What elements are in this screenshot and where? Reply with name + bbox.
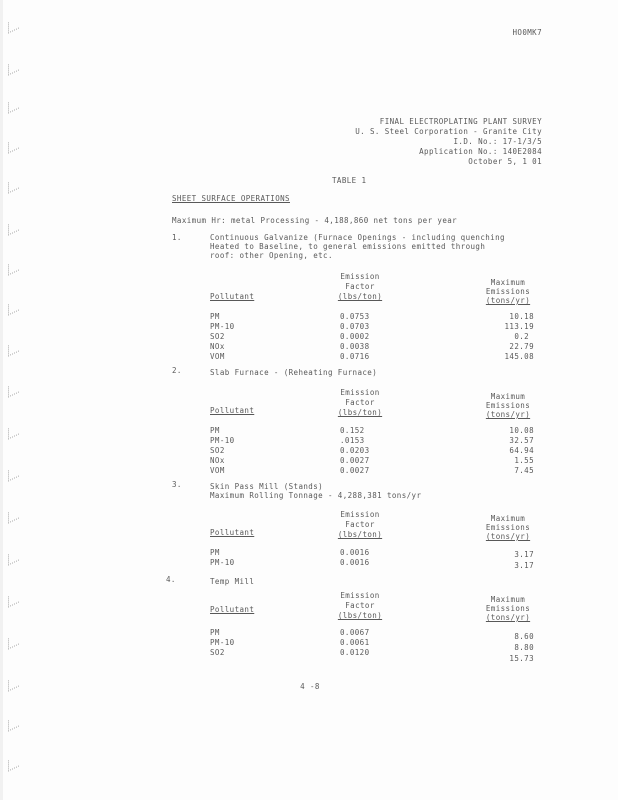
- column-header: Factor: [345, 398, 375, 407]
- section-number: 1.: [172, 233, 182, 242]
- section-desc: Temp Mill: [210, 577, 255, 586]
- column-header: Emission: [340, 388, 380, 397]
- emission-factor: 0.0067: [340, 628, 370, 637]
- pollutant: SO2: [210, 446, 225, 455]
- max-emissions: 113.19: [504, 322, 534, 331]
- pollutant: PM-10: [210, 558, 235, 567]
- max-emissions: 8.80: [514, 643, 534, 652]
- pollutant: SO2: [210, 648, 225, 657]
- margin-mark: [8, 591, 19, 607]
- section-desc: Heated to Baseline, to general emissions emitted through: [210, 242, 486, 251]
- emission-factor: 0.0716: [340, 352, 370, 361]
- margin-mark: [8, 137, 19, 153]
- column-header: Emission: [340, 510, 380, 519]
- emission-factor: 0.152: [340, 426, 365, 435]
- emission-factor: 0.0002: [340, 332, 370, 341]
- max-emissions: 10.18: [509, 312, 534, 321]
- pollutant: PM: [210, 628, 220, 637]
- emission-factor: 0.0027: [340, 466, 370, 475]
- header-line: Application No.: 140E2084: [419, 147, 542, 156]
- column-header: Maximum: [490, 514, 526, 523]
- max-emissions: 1.55: [514, 456, 534, 465]
- max-emissions: 7.45: [514, 466, 534, 475]
- column-header: (tons/yr): [485, 410, 531, 419]
- column-header: Maximum: [490, 278, 526, 287]
- margin-mark: [8, 340, 19, 356]
- margin-mark: [8, 507, 19, 523]
- max-emissions: 0.2: [514, 332, 534, 341]
- max-emissions: 145.08: [504, 352, 534, 361]
- margin-mark: [8, 549, 19, 565]
- emission-factor: 0.0016: [340, 548, 370, 557]
- column-header: Maximum: [490, 595, 526, 604]
- max-emissions: 3.17: [514, 561, 534, 570]
- column-header: Maximum: [490, 392, 526, 401]
- column-header: Factor: [345, 282, 375, 291]
- section-title: SHEET SURFACE OPERATIONS: [172, 194, 290, 203]
- column-header: (tons/yr): [485, 532, 531, 541]
- column-header: Pollutant: [210, 605, 255, 614]
- pollutant: VOM: [210, 352, 225, 361]
- emission-factor: 0.0061: [340, 638, 370, 647]
- document-code: HO0MK7: [512, 28, 542, 37]
- margin-mark: [8, 259, 19, 275]
- section-desc: Maximum Rolling Tonnage - 4,288,381 tons/yr: [210, 491, 422, 500]
- section-number: 2.: [172, 366, 182, 375]
- left-scan-edge: [0, 0, 3, 800]
- margin-mark: [8, 423, 19, 439]
- column-header: Pollutant: [210, 406, 255, 415]
- margin-mark: [8, 17, 19, 33]
- max-emissions: 15.73: [509, 654, 534, 663]
- margin-mark: [8, 715, 19, 731]
- header-line: U. S. Steel Corporation - Granite City: [355, 127, 542, 136]
- column-header: Emissions: [485, 604, 531, 613]
- emission-factor: 0.0027: [340, 456, 370, 465]
- pollutant: PM-10: [210, 638, 235, 647]
- margin-mark: [8, 675, 19, 691]
- margin-mark: [8, 633, 19, 649]
- margin-mark: [8, 219, 19, 235]
- margin-mark: [8, 97, 19, 113]
- page-number: 4 -8: [300, 682, 320, 691]
- pollutant: PM: [210, 426, 220, 435]
- pollutant: NOx: [210, 342, 225, 351]
- section-desc: Continuous Galvanize (Furnace Openings - including quenching: [210, 233, 505, 242]
- margin-mark: [8, 381, 19, 397]
- column-header: Emission: [340, 272, 380, 281]
- section-desc: roof: other Opening, etc.: [210, 251, 333, 260]
- max-emissions: 10.08: [509, 426, 534, 435]
- column-header: Emissions: [485, 401, 531, 410]
- pollutant: PM-10: [210, 436, 235, 445]
- column-header: (lbs/ton): [337, 292, 383, 301]
- column-header: (tons/yr): [485, 296, 531, 305]
- margin-mark: [8, 465, 19, 481]
- max-emissions: 3.17: [514, 550, 534, 559]
- pollutant: VOM: [210, 466, 225, 475]
- column-header: Emissions: [485, 287, 531, 296]
- pollutant: NOx: [210, 456, 225, 465]
- column-header: Emissions: [485, 523, 531, 532]
- column-header: Pollutant: [210, 528, 255, 537]
- emission-factor: 0.0038: [340, 342, 370, 351]
- section-desc: Slab Furnace - (Reheating Furnace): [210, 368, 378, 377]
- max-emissions: 22.79: [509, 342, 534, 351]
- pollutant: PM: [210, 548, 220, 557]
- emission-factor: 0.0016: [340, 558, 370, 567]
- header-line: October 5, 1 01: [468, 157, 542, 166]
- emission-factor: .0153: [340, 436, 365, 445]
- max-processing-line: Maximum Hr: metal Processing - 4,188,860 net tons per year: [172, 216, 458, 225]
- column-header: Factor: [345, 601, 375, 610]
- margin-mark: [8, 755, 19, 771]
- emission-factor: 0.0203: [340, 446, 370, 455]
- margin-mark: [8, 177, 19, 193]
- column-header: Factor: [345, 520, 375, 529]
- column-header: (tons/yr): [485, 613, 531, 622]
- header-line: FINAL ELECTROPLATING PLANT SURVEY: [379, 117, 542, 126]
- max-emissions: 64.94: [509, 446, 534, 455]
- column-header: Emission: [340, 591, 380, 600]
- section-number: 4.: [166, 575, 176, 584]
- section-number: 3.: [172, 480, 182, 489]
- table-title: TABLE 1: [332, 176, 367, 185]
- emission-factor: 0.0753: [340, 312, 370, 321]
- max-emissions: 8.60: [514, 632, 534, 641]
- column-header: (lbs/ton): [337, 408, 383, 417]
- pollutant: SO2: [210, 332, 225, 341]
- pollutant: PM: [210, 312, 220, 321]
- margin-mark: [8, 299, 19, 315]
- column-header: (lbs/ton): [337, 611, 383, 620]
- header-line: I.D. No.: 17-1/3/5: [453, 137, 542, 146]
- emission-factor: 0.0703: [340, 322, 370, 331]
- column-header: (lbs/ton): [337, 530, 383, 539]
- section-desc: Skin Pass Mill (Stands): [210, 482, 324, 491]
- margin-mark: [8, 59, 19, 75]
- emission-factor: 0.0120: [340, 648, 370, 657]
- pollutant: PM-10: [210, 322, 235, 331]
- column-header: Pollutant: [210, 292, 255, 301]
- max-emissions: 32.57: [509, 436, 534, 445]
